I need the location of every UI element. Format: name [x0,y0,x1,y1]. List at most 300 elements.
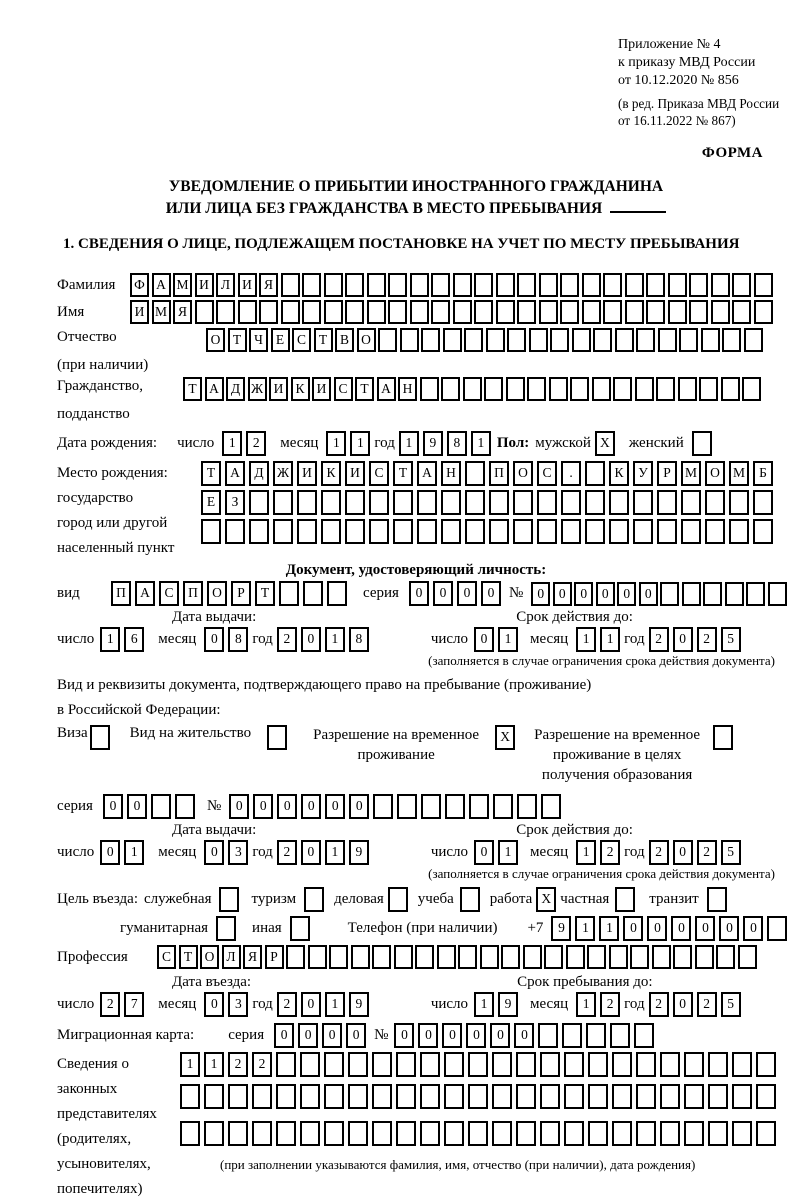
male-checkbox[interactable] [595,431,619,456]
char-box[interactable]: И [195,273,214,297]
char-box[interactable] [656,377,675,401]
char-box[interactable]: 9 [551,916,571,941]
char-box[interactable]: 2 [697,840,717,865]
profession-boxes[interactable] [157,945,759,969]
char-box[interactable] [767,916,787,941]
char-box[interactable]: 0 [100,840,120,865]
char-box[interactable]: 0 [481,581,501,606]
char-box[interactable]: Ж [248,377,267,401]
char-box[interactable] [453,300,472,324]
char-box[interactable]: 8 [447,431,467,456]
humanitarian-checkbox[interactable] [216,916,240,941]
transit-checkbox[interactable] [707,887,731,912]
char-box[interactable] [276,1121,296,1146]
char-box[interactable]: 1 [575,916,595,941]
char-box[interactable] [705,519,725,544]
char-box[interactable] [585,461,605,486]
char-box[interactable]: 0 [671,916,691,941]
char-box[interactable] [219,887,239,912]
char-box[interactable]: 0 [673,627,693,652]
char-box[interactable]: 0 [301,794,321,819]
char-box[interactable] [625,273,644,297]
work-checkbox[interactable] [536,887,560,912]
char-box[interactable] [635,377,654,401]
char-box[interactable] [729,490,749,515]
char-box[interactable] [561,519,581,544]
char-box[interactable]: 0 [349,794,369,819]
valid-month-boxes[interactable] [576,627,624,652]
char-box[interactable] [615,328,634,352]
migration-number-boxes[interactable] [394,1023,658,1048]
char-box[interactable]: 1 [399,431,419,456]
char-box[interactable]: 0 [553,582,572,606]
char-box[interactable]: Л [216,273,235,297]
char-box[interactable] [540,1084,560,1109]
char-box[interactable] [486,328,505,352]
char-box[interactable] [345,519,365,544]
char-box[interactable] [474,273,493,297]
char-box[interactable] [445,794,465,819]
char-box[interactable]: А [225,461,245,486]
char-box[interactable] [367,300,386,324]
char-box[interactable]: 0 [433,581,453,606]
char-box[interactable]: 0 [409,581,429,606]
char-box[interactable] [692,431,712,456]
char-box[interactable] [612,1084,632,1109]
char-box[interactable] [593,328,612,352]
char-box[interactable] [560,273,579,297]
char-box[interactable] [613,377,632,401]
char-box[interactable]: 0 [325,794,345,819]
char-box[interactable]: С [159,581,179,606]
char-box[interactable]: 0 [695,916,715,941]
char-box[interactable]: М [173,273,192,297]
char-box[interactable]: 8 [228,627,248,652]
char-box[interactable]: 0 [596,582,615,606]
char-box[interactable] [393,519,413,544]
char-box[interactable]: 1 [124,840,144,865]
char-box[interactable] [324,1084,344,1109]
patronymic-boxes[interactable] [206,328,765,352]
char-box[interactable]: X [495,725,515,750]
char-box[interactable]: О [207,581,227,606]
surname-boxes[interactable] [130,273,775,297]
char-box[interactable] [489,519,509,544]
res-issue-day-boxes[interactable] [100,840,148,865]
char-box[interactable] [561,490,581,515]
char-box[interactable] [527,377,546,401]
char-box[interactable]: И [312,377,331,401]
issue-year-boxes[interactable] [277,627,373,652]
char-box[interactable] [513,519,533,544]
char-box[interactable] [180,1084,200,1109]
char-box[interactable] [516,1084,536,1109]
char-box[interactable] [369,519,389,544]
char-box[interactable] [453,273,472,297]
private-checkbox[interactable] [615,887,639,912]
char-box[interactable]: 5 [721,992,741,1017]
other-checkbox[interactable] [290,916,314,941]
char-box[interactable] [612,1052,632,1077]
char-box[interactable] [646,300,665,324]
char-box[interactable]: 1 [222,431,242,456]
char-box[interactable] [273,519,293,544]
res-issue-month-boxes[interactable] [204,840,252,865]
char-box[interactable] [324,273,343,297]
char-box[interactable] [523,945,542,969]
char-box[interactable] [348,1084,368,1109]
char-box[interactable]: 1 [576,627,596,652]
char-box[interactable] [281,273,300,297]
char-box[interactable]: 0 [301,992,321,1017]
char-box[interactable]: Е [201,490,221,515]
char-box[interactable] [732,1121,752,1146]
char-box[interactable] [529,328,548,352]
char-box[interactable]: 1 [471,431,491,456]
char-box[interactable]: 0 [490,1023,510,1048]
char-box[interactable] [754,300,773,324]
char-box[interactable]: 2 [600,992,620,1017]
char-box[interactable] [742,377,761,401]
char-box[interactable] [657,519,677,544]
char-box[interactable] [501,945,520,969]
char-box[interactable] [673,945,692,969]
char-box[interactable] [417,519,437,544]
char-box[interactable]: Д [226,377,245,401]
char-box[interactable]: С [292,328,311,352]
char-box[interactable] [468,1121,488,1146]
char-box[interactable] [753,519,773,544]
char-box[interactable]: Т [255,581,275,606]
char-box[interactable] [657,490,677,515]
entry-day-boxes[interactable] [100,992,148,1017]
char-box[interactable] [465,519,485,544]
char-box[interactable]: 0 [639,582,658,606]
char-box[interactable]: 2 [600,840,620,865]
char-box[interactable]: 0 [277,794,297,819]
char-box[interactable]: П [489,461,509,486]
birth-year-boxes[interactable] [399,431,495,456]
char-box[interactable] [660,582,679,606]
char-box[interactable]: А [377,377,396,401]
char-box[interactable]: 8 [349,627,369,652]
birth-month-boxes[interactable] [326,431,374,456]
char-box[interactable]: 6 [124,627,144,652]
char-box[interactable]: И [345,461,365,486]
char-box[interactable]: 2 [697,627,717,652]
char-box[interactable]: 1 [498,840,518,865]
char-box[interactable]: 0 [301,840,321,865]
char-box[interactable]: 0 [204,627,224,652]
char-box[interactable] [633,490,653,515]
char-box[interactable] [699,377,718,401]
legal-row-3[interactable] [180,1121,780,1146]
char-box[interactable] [417,490,437,515]
char-box[interactable] [625,300,644,324]
char-box[interactable] [681,490,701,515]
doc-type-boxes[interactable] [111,581,351,606]
char-box[interactable]: Я [259,273,278,297]
char-box[interactable] [465,490,485,515]
char-box[interactable] [329,945,348,969]
official-checkbox[interactable] [219,887,243,912]
char-box[interactable]: Ж [273,461,293,486]
char-box[interactable] [267,725,287,750]
char-box[interactable] [506,377,525,401]
char-box[interactable]: П [111,581,131,606]
char-box[interactable]: 0 [531,582,550,606]
char-box[interactable] [630,945,649,969]
char-box[interactable]: 0 [514,1023,534,1048]
char-box[interactable] [321,490,341,515]
char-box[interactable] [420,1121,440,1146]
char-box[interactable]: 1 [350,431,370,456]
char-box[interactable] [441,519,461,544]
char-box[interactable]: 0 [673,840,693,865]
char-box[interactable]: З [225,490,245,515]
char-box[interactable]: 3 [228,840,248,865]
char-box[interactable] [636,1121,656,1146]
char-box[interactable] [721,377,740,401]
char-box[interactable] [300,1121,320,1146]
birth-day-boxes[interactable] [222,431,270,456]
char-box[interactable] [753,490,773,515]
char-box[interactable] [228,1121,248,1146]
char-box[interactable]: Р [657,461,677,486]
char-box[interactable]: О [206,328,225,352]
char-box[interactable] [300,1052,320,1077]
char-box[interactable] [493,794,513,819]
char-box[interactable]: И [130,300,149,324]
char-box[interactable] [348,1052,368,1077]
char-box[interactable] [474,300,493,324]
char-box[interactable] [480,945,499,969]
char-box[interactable] [636,1052,656,1077]
char-box[interactable] [678,377,697,401]
char-box[interactable] [431,273,450,297]
char-box[interactable] [351,945,370,969]
char-box[interactable] [668,273,687,297]
char-box[interactable] [431,300,450,324]
char-box[interactable]: Р [231,581,251,606]
char-box[interactable] [615,887,635,912]
char-box[interactable]: 7 [124,992,144,1017]
char-box[interactable] [327,581,347,606]
char-box[interactable] [460,887,480,912]
char-box[interactable]: 0 [623,916,643,941]
birth-place-row-3[interactable] [201,519,777,544]
valid-day-boxes[interactable] [474,627,522,652]
char-box[interactable] [348,1121,368,1146]
char-box[interactable]: Ф [130,273,149,297]
char-box[interactable]: И [297,461,317,486]
char-box[interactable]: 1 [326,431,346,456]
char-box[interactable] [732,273,751,297]
char-box[interactable] [633,519,653,544]
char-box[interactable] [768,582,787,606]
char-box[interactable]: 2 [649,840,669,865]
study-checkbox[interactable] [460,887,484,912]
char-box[interactable] [252,1084,272,1109]
char-box[interactable]: А [205,377,224,401]
char-box[interactable] [540,1052,560,1077]
char-box[interactable]: 2 [228,1052,248,1077]
char-box[interactable] [517,794,537,819]
char-box[interactable]: 0 [274,1023,294,1048]
char-box[interactable] [444,1084,464,1109]
char-box[interactable] [304,887,324,912]
char-box[interactable]: 0 [346,1023,366,1048]
female-checkbox[interactable] [692,431,716,456]
char-box[interactable] [756,1084,776,1109]
char-box[interactable] [566,945,585,969]
char-box[interactable]: Т [393,461,413,486]
entry-month-boxes[interactable] [204,992,252,1017]
char-box[interactable] [441,377,460,401]
char-box[interactable]: М [152,300,171,324]
char-box[interactable] [562,1023,582,1048]
res-valid-month-boxes[interactable] [576,840,624,865]
char-box[interactable]: 0 [442,1023,462,1048]
char-box[interactable] [634,1023,654,1048]
business-checkbox[interactable] [388,887,412,912]
char-box[interactable] [516,1052,536,1077]
char-box[interactable]: 0 [418,1023,438,1048]
char-box[interactable] [541,794,561,819]
char-box[interactable] [713,725,733,750]
char-box[interactable] [324,1121,344,1146]
char-box[interactable] [756,1052,776,1077]
char-box[interactable] [572,328,591,352]
char-box[interactable] [636,1084,656,1109]
char-box[interactable] [372,1052,392,1077]
char-box[interactable]: 1 [180,1052,200,1077]
char-box[interactable] [695,945,714,969]
char-box[interactable] [492,1052,512,1077]
char-box[interactable] [707,887,727,912]
char-box[interactable] [582,300,601,324]
char-box[interactable] [588,1121,608,1146]
char-box[interactable] [738,945,757,969]
char-box[interactable]: 9 [498,992,518,1017]
char-box[interactable]: 0 [253,794,273,819]
char-box[interactable] [732,300,751,324]
char-box[interactable]: Т [228,328,247,352]
char-box[interactable]: 5 [721,840,741,865]
char-box[interactable] [273,490,293,515]
char-box[interactable]: Д [249,461,269,486]
char-box[interactable] [484,377,503,401]
char-box[interactable] [372,945,391,969]
char-box[interactable]: 1 [576,992,596,1017]
char-box[interactable] [679,328,698,352]
char-box[interactable] [537,519,557,544]
citizenship-boxes[interactable] [183,377,764,401]
char-box[interactable] [652,945,671,969]
char-box[interactable] [308,945,327,969]
char-box[interactable]: Т [201,461,221,486]
rvp-checkbox[interactable] [495,725,519,750]
char-box[interactable]: 2 [277,992,297,1017]
char-box[interactable] [705,490,725,515]
char-box[interactable] [689,300,708,324]
char-box[interactable] [754,273,773,297]
char-box[interactable]: 0 [617,582,636,606]
char-box[interactable]: 1 [325,627,345,652]
char-box[interactable] [388,273,407,297]
res-issue-year-boxes[interactable] [277,840,373,865]
char-box[interactable]: В [335,328,354,352]
char-box[interactable]: 2 [252,1052,272,1077]
char-box[interactable] [388,300,407,324]
char-box[interactable]: К [291,377,310,401]
birth-place-row-1[interactable] [201,461,777,486]
char-box[interactable] [540,1121,560,1146]
char-box[interactable] [544,945,563,969]
char-box[interactable] [658,328,677,352]
char-box[interactable] [90,725,110,750]
char-box[interactable] [603,273,622,297]
char-box[interactable] [660,1052,680,1077]
valid-year-boxes[interactable] [649,627,745,652]
char-box[interactable]: 1 [474,992,494,1017]
char-box[interactable]: У [633,461,653,486]
char-box[interactable]: 2 [649,627,669,652]
char-box[interactable] [609,490,629,515]
char-box[interactable] [300,1084,320,1109]
char-box[interactable] [443,328,462,352]
char-box[interactable] [496,300,515,324]
char-box[interactable]: 1 [325,992,345,1017]
name-boxes[interactable] [130,300,775,324]
char-box[interactable] [204,1121,224,1146]
char-box[interactable] [421,794,441,819]
char-box[interactable] [588,1052,608,1077]
char-box[interactable] [468,1052,488,1077]
char-box[interactable]: 5 [721,627,741,652]
char-box[interactable]: С [537,461,557,486]
char-box[interactable] [303,581,323,606]
stay-month-boxes[interactable] [576,992,624,1017]
char-box[interactable]: С [334,377,353,401]
char-box[interactable] [367,273,386,297]
char-box[interactable]: 0 [103,794,123,819]
char-box[interactable]: Я [173,300,192,324]
char-box[interactable] [441,490,461,515]
char-box[interactable] [420,1084,440,1109]
tourism-checkbox[interactable] [304,887,328,912]
char-box[interactable]: X [595,431,615,456]
char-box[interactable] [516,1121,536,1146]
char-box[interactable] [496,273,515,297]
char-box[interactable] [744,328,763,352]
char-box[interactable] [216,916,236,941]
char-box[interactable] [279,581,299,606]
char-box[interactable]: 0 [457,581,477,606]
char-box[interactable] [684,1084,704,1109]
char-box[interactable] [297,490,317,515]
char-box[interactable]: Н [398,377,417,401]
char-box[interactable]: 0 [229,794,249,819]
char-box[interactable] [701,328,720,352]
char-box[interactable]: 0 [204,992,224,1017]
char-box[interactable] [373,794,393,819]
char-box[interactable] [517,273,536,297]
char-box[interactable] [397,794,417,819]
char-box[interactable] [195,300,214,324]
legal-row-2[interactable] [180,1084,780,1109]
char-box[interactable] [636,328,655,352]
